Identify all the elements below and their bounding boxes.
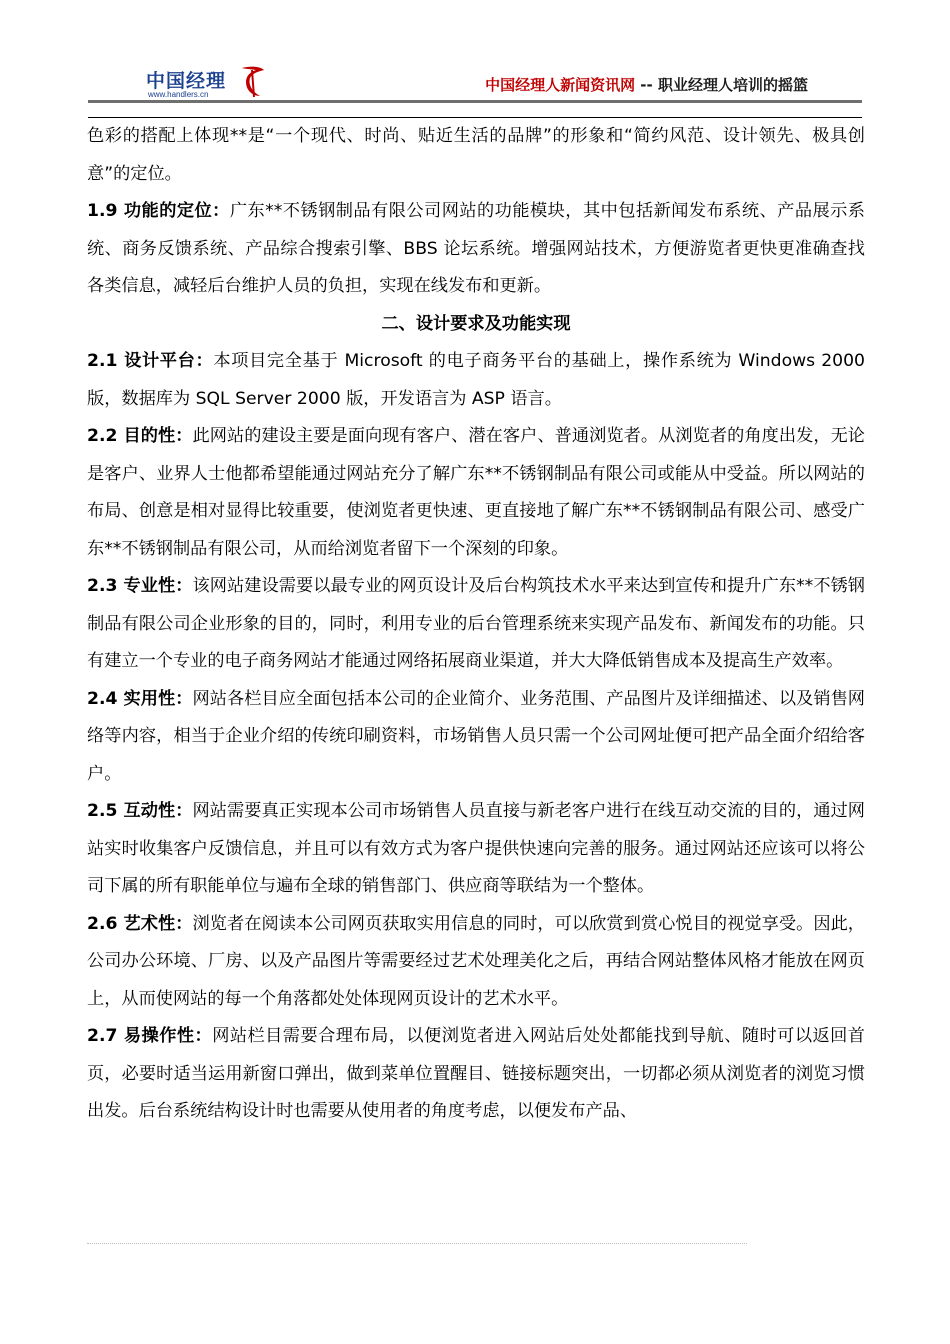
header-bar xyxy=(88,100,862,103)
paragraph xyxy=(87,1018,865,1131)
slogan-text: 职业经理人培训的摇篮 xyxy=(657,76,808,94)
paragraph-label: 2.1 设计平台： xyxy=(87,351,214,371)
paragraph-text: 此网站的建设主要是面向现有客户、潜在客户、普通浏览者。从浏览者的角度出发，无论是客户、业界人士他都希望能通过网站充分了解广东**不锈钢制品有限公司或能从中受益。所以网站的布局、创意是相对显得比较重要，使浏览者更快速、更直接地了解广东**不锈钢制品有限公司、感受广东**不锈钢制品有限公司，从而给浏览者留下一个深刻的印象。 xyxy=(87,426,865,559)
paragraph xyxy=(87,568,865,681)
paragraph-label: 2.7 易操作性： xyxy=(87,1026,213,1046)
site-slogan xyxy=(485,74,808,95)
logo-text: 中国经理 xyxy=(146,70,227,92)
slogan-separator: -- xyxy=(635,76,658,94)
paragraph-label: 2.5 互动性： xyxy=(87,801,193,821)
logo-url: www.handlers.cn xyxy=(148,90,209,99)
paragraph xyxy=(87,193,865,306)
paragraph-label: 2.4 实用性： xyxy=(87,688,193,709)
paragraph-text: 网站各栏目应全面包括本公司的企业简介、业务范围、产品图片及详细描述、以及销售网络等内容，相当于企业介绍的传统印刷资料，市场销售人员只需一个公司网址便可把产品全面介绍给客户。 xyxy=(87,688,865,784)
paragraph-label: 1.9 功能的定位： xyxy=(87,201,230,221)
site-name: 中国经理人新闻资讯网 xyxy=(485,76,636,94)
paragraph xyxy=(87,118,865,193)
paragraph-label: 2.2 目的性： xyxy=(87,426,193,446)
document-body xyxy=(87,118,865,1131)
paragraph-text: 网站需要真正实现本公司市场销售人员直接与新老客户进行在线互动交流的目的，通过网站实时收集客户反馈信息，并且可以有效方式为客户提供快速向完善的服务。通过网站还应该可以将公司下属的所有职能单位与遍布全球的销售部门、供应商等联结为一个整体。 xyxy=(87,801,865,896)
paragraph-text: 网站栏目需要合理布局，以便浏览者进入网站后处处都能找到导航、随时可以返回首页，必要时适当运用新窗口弹出，做到菜单位置醒目、链接标题突出，一切都必须从浏览者的浏览习惯出发。后台系统结构设计时也需要从使用者的角度考虑，以便发布产品、 xyxy=(87,1026,865,1121)
section-heading: 二、设计要求及功能实现 xyxy=(381,313,571,334)
page-header xyxy=(88,56,862,118)
paragraph xyxy=(87,343,865,418)
paragraph-text: 广东**不锈钢制品有限公司网站的功能模块，其中包括新闻发布系统、产品展示系统、商务反馈系统、产品综合搜索引擎、BBS 论坛系统。增强网站技术，方便游览者更快更准确查找各类信息，减轻后台维护人员的负担，实现在线发布和更新。 xyxy=(87,201,865,296)
paragraph xyxy=(87,681,865,794)
paragraph-label: 2.3 专业性： xyxy=(87,576,193,596)
paragraph-text: 浏览者在阅读本公司网页获取实用信息的同时，可以欣赏到赏心悦目的视觉享受。因此，公司办公环境、厂房、以及产品图片等需要经过艺术处理美化之后，再结合网站整体风格才能放在网页上，从而使网站的每一个角落都处处体现网页设计的艺术水平。 xyxy=(87,913,865,1009)
paragraph xyxy=(87,793,865,906)
paragraph-label: 2.6 艺术性： xyxy=(87,913,193,934)
paragraph xyxy=(87,418,865,568)
paragraph-text: 该网站建设需要以最专业的网页设计及后台构筑技术水平来达到宣传和提升广东**不锈钢制品有限公司企业形象的目的，同时，利用专业的后台管理系统来实现产品发布、新闻发布的功能。只有建立一个专业的电子商务网站才能通过网络拓展商业渠道，并大大降低销售成本及提高生产效率。 xyxy=(87,576,865,671)
company-logo xyxy=(146,64,266,102)
footer-rule xyxy=(87,1243,747,1244)
paragraph-text: 色彩的搭配上体现**是“一个现代、时尚、贴近生活的品牌”的形象和“简约风范、设计领先、极具创意”的定位。 xyxy=(87,126,865,184)
paragraph xyxy=(87,906,865,1019)
paragraph-text: 本项目完全基于 Microsoft 的电子商务平台的基础上，操作系统为 Windows 2000 版，数据库为 SQL Server 2000 版，开发语言为 ASP 语言。 xyxy=(87,351,865,409)
logo-mark-icon xyxy=(238,64,268,100)
